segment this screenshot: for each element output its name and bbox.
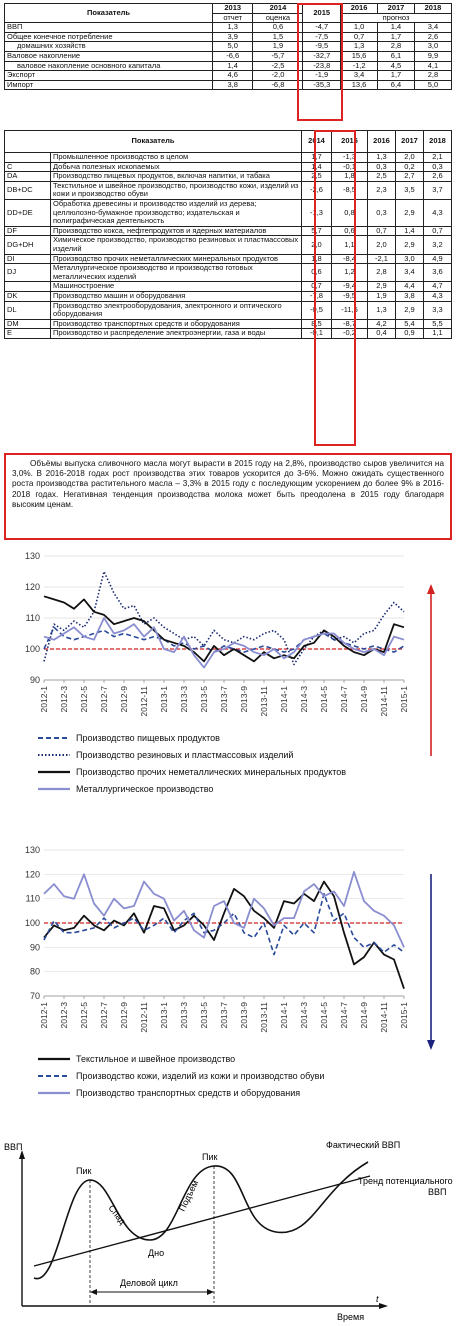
cell-value: -6,8	[253, 80, 303, 90]
cell-value: 3,4	[396, 264, 424, 282]
cell-value: 3,7	[424, 181, 452, 199]
cell-value: -1,2	[341, 61, 378, 71]
table-row	[5, 23, 452, 33]
cell-value: 4,5	[378, 61, 415, 71]
row-code: E	[5, 329, 51, 339]
row-label: Текстильное и швейное производство, производство кожи, изделий из кожи и производство обуви	[51, 181, 302, 199]
cell-value: 2,5	[302, 172, 332, 182]
chart-growing-industries	[0, 546, 460, 820]
row-label: Машиностроение	[51, 282, 302, 292]
x-tick-label: 2013-9	[239, 1002, 249, 1029]
y-tick-label: 130	[24, 551, 40, 561]
cell-value: 2,1	[424, 153, 452, 163]
cell-value: 2,8	[414, 71, 451, 81]
row-code: DF	[5, 226, 51, 236]
y-tick-label: 80	[29, 966, 40, 977]
legend-label: Металлургическое производство	[76, 784, 214, 794]
cell-value: -0,2	[332, 329, 368, 339]
cell-value: 13,6	[341, 80, 378, 90]
row-code: DA	[5, 172, 51, 182]
cell-value: 0,7	[341, 32, 378, 42]
row-label: Производство транспортных средств и оборудования	[51, 319, 302, 329]
row-label: Добыча полезных ископаемых	[51, 162, 302, 172]
x-tick-label: 2012-5	[79, 686, 89, 713]
bottom-label: Дно	[148, 1248, 165, 1258]
legend-label: Производство пищевых продуктов	[76, 733, 220, 743]
cell-value: 1,7	[378, 32, 415, 42]
header-2015: 2015	[303, 4, 341, 23]
cell-value: 8,5	[302, 319, 332, 329]
cell-value: -1,3	[302, 199, 332, 226]
cell-value: -8,4	[332, 254, 368, 264]
row-label: Производство машин и оборудования	[51, 291, 302, 301]
cell-value: 2,0	[368, 236, 396, 254]
cell-value: 5,0	[213, 42, 253, 52]
y-tick-label: 110	[25, 893, 40, 904]
legend-label: Производство прочих неметаллических минеральных продуктов	[76, 767, 347, 777]
cell-value: -2,0	[253, 71, 303, 81]
x-tick-label: 2014-11	[379, 686, 389, 717]
trend-gdp-label-2: ВВП	[428, 1187, 447, 1197]
legend-label: Производство транспортных средств и оборудования	[76, 1088, 301, 1098]
dairy-note: Объёмы выпуска сливочного масла могут вырасти в 2015 году на 2,8%, производство сыров увеличится на 3,0%. В 2016-2018 годах рост производства этих товаров ускорится до 3-6%. Можно ожидать существенного роста производства растительного масла – 3,3% в 2015 году с последующим ускорением до более 9% в 2016-2018 годах. Негативная тенденция производства молока может быть преодолена в 2015 году благодаря высоким ценам.	[4, 453, 452, 540]
header-2014: 2014	[253, 4, 303, 14]
row-label: Промышленное производство в целом	[51, 153, 302, 163]
cell-value: 3,8	[396, 291, 424, 301]
x-tick-label: 2012-3	[59, 686, 69, 713]
x-tick-label: 2013-11	[259, 686, 269, 717]
cell-value: 1,7	[378, 71, 415, 81]
cell-value: 1,1	[332, 236, 368, 254]
table-row	[5, 264, 452, 282]
cell-value: 2,7	[396, 172, 424, 182]
row-label: домашних хозяйств	[5, 42, 213, 52]
cell-value: 4,7	[424, 282, 452, 292]
cell-value: 0,9	[396, 329, 424, 339]
cell-value: 5,0	[414, 80, 451, 90]
row-code: DJ	[5, 264, 51, 282]
row-code: C	[5, 162, 51, 172]
x-tick-label: 2012-11	[139, 686, 149, 717]
y-tick-label: 100	[24, 644, 40, 654]
cell-value: 1,4	[302, 162, 332, 172]
t2-header-2014: 2014	[302, 131, 332, 153]
trend-down-arrowhead	[427, 1040, 435, 1050]
cell-value: 3,0	[396, 254, 424, 264]
y-tick-label: 90	[29, 942, 40, 953]
cell-value: 1,3	[368, 301, 396, 319]
cell-value: 0,7	[302, 282, 332, 292]
cell-value: 2,0	[396, 153, 424, 163]
y-tick-label: 120	[24, 869, 40, 880]
series-line-2	[44, 596, 404, 661]
table-row	[5, 329, 452, 339]
cell-value: 1,8	[302, 254, 332, 264]
business-cycle-diagram	[0, 1128, 460, 1326]
cell-value: 2,5	[368, 172, 396, 182]
y-tick-label: 120	[24, 582, 40, 592]
x-axis-label: Время	[337, 1312, 365, 1322]
cell-value: 1,4	[378, 23, 415, 33]
x-tick-label: 2014-11	[379, 1002, 389, 1033]
t2-header-2017: 2017	[396, 131, 424, 153]
cell-value: 6,4	[378, 80, 415, 90]
subheader-estimate: оценка	[253, 13, 303, 23]
x-tick-label: 2013-3	[179, 686, 189, 713]
cell-value: 3,9	[213, 32, 253, 42]
row-label: валовое накопление основного капитала	[5, 61, 213, 71]
cell-value: -4,7	[303, 23, 341, 33]
cell-value: 1,9	[368, 291, 396, 301]
cell-value: 1,1	[424, 329, 452, 339]
cell-value: 2,3	[368, 181, 396, 199]
cell-value: 3,2	[424, 236, 452, 254]
row-code: DK	[5, 291, 51, 301]
cell-value: 4,9	[424, 254, 452, 264]
row-code: DM	[5, 319, 51, 329]
x-tick-label: 2014-7	[339, 686, 349, 713]
cell-value: -0,1	[332, 162, 368, 172]
x-axis-arrow	[379, 1303, 388, 1309]
cell-value: -9,5	[303, 42, 341, 52]
row-code: DG+DH	[5, 236, 51, 254]
t2-header-2018: 2018	[424, 131, 452, 153]
cell-value: 2,0	[302, 236, 332, 254]
cell-value: 3,6	[424, 264, 452, 282]
cell-value: -35,3	[303, 80, 341, 90]
subheader-forecast: прогноз	[341, 13, 452, 23]
cell-value: 3,4	[341, 71, 378, 81]
y-tick-label: 70	[29, 991, 40, 1001]
cell-value: 0,7	[368, 226, 396, 236]
cell-value: 4,4	[396, 282, 424, 292]
cell-value: 1,0	[341, 23, 378, 33]
cell-value: -23,8	[303, 61, 341, 71]
table-row	[5, 282, 452, 292]
row-code: DI	[5, 254, 51, 264]
y-axis-label: ВВП	[4, 1142, 23, 1152]
cell-value: 5,4	[396, 319, 424, 329]
cell-value: 2,8	[378, 42, 415, 52]
cell-value: 0,6	[302, 264, 332, 282]
x-tick-label: 2015-1	[399, 686, 409, 713]
cell-value: 15,6	[341, 51, 378, 61]
cell-value: 5,5	[424, 319, 452, 329]
x-tick-label: 2013-3	[179, 1002, 189, 1029]
cell-value: 1,5	[253, 32, 303, 42]
cell-value: -11,5	[332, 301, 368, 319]
x-tick-label: 2012-9	[119, 686, 129, 713]
x-tick-label: 2014-7	[339, 1002, 349, 1029]
x-tick-label: 2013-1	[159, 1002, 169, 1029]
cell-value: 1,7	[302, 153, 332, 163]
x-tick-label: 2014-9	[359, 686, 369, 713]
series-line-2	[44, 872, 404, 947]
cell-value: -7,8	[302, 291, 332, 301]
header-2017: 2017	[378, 4, 415, 14]
t2-header-2016: 2016	[368, 131, 396, 153]
cell-value: 1,9	[253, 42, 303, 52]
row-label: Производство электрооборудования, электронного и оптического оборудования	[51, 301, 302, 319]
cell-value: 9,9	[414, 51, 451, 61]
cell-value: 1,2	[332, 264, 368, 282]
x-tick-label: 2014-3	[299, 1002, 309, 1029]
cell-value: -1,3	[332, 153, 368, 163]
cell-value: 2,9	[396, 301, 424, 319]
table-row	[5, 71, 452, 81]
business-cycle-label: Деловой цикл	[120, 1278, 178, 1288]
legend-label: Производство резиновых и пластмассовых изделий	[76, 750, 294, 760]
trend-up-arrowhead	[427, 584, 435, 594]
cell-value: -8,5	[332, 181, 368, 199]
cell-value: 1,3	[368, 153, 396, 163]
recession-label: Спад	[106, 1203, 128, 1227]
actual-gdp-curve	[34, 1162, 368, 1279]
cell-value: 4,2	[368, 319, 396, 329]
x-tick-label: 2013-9	[239, 686, 249, 713]
cell-value: 2,6	[424, 172, 452, 182]
cell-value: -2,1	[368, 254, 396, 264]
cell-value: 4,1	[414, 61, 451, 71]
row-label: Производство кокса, нефтепродуктов и ядерных материалов	[51, 226, 302, 236]
x-tick-label: 2013-5	[199, 686, 209, 713]
table-row	[5, 301, 452, 319]
table-row	[5, 153, 452, 163]
cell-value: 1,3	[213, 23, 253, 33]
recovery-label: Подъем	[176, 1178, 201, 1213]
table-row	[5, 199, 452, 226]
cell-value: 1,3	[341, 42, 378, 52]
row-label: Валовое накопление	[5, 51, 213, 61]
x-tick-label: 2012-3	[59, 1002, 69, 1029]
row-label: Производство прочих неметаллических минеральных продуктов	[51, 254, 302, 264]
peak1-label: Пик	[76, 1166, 92, 1176]
x-tick-label: 2015-1	[399, 1002, 409, 1029]
cell-value: -7,5	[303, 32, 341, 42]
header-2013: 2013	[213, 4, 253, 14]
cell-value: 3,8	[213, 80, 253, 90]
cell-value: -6,6	[213, 51, 253, 61]
cell-value: -0,5	[302, 301, 332, 319]
cell-value: 2,8	[368, 264, 396, 282]
cell-value: 4,6	[213, 71, 253, 81]
row-label: Общее конечное потребление	[5, 32, 213, 42]
cell-value: 0,7	[424, 226, 452, 236]
row-label: Химическое производство, производство резиновых и пластмассовых изделий	[51, 236, 302, 254]
row-label: Импорт	[5, 80, 213, 90]
cell-value: -1,9	[303, 71, 341, 81]
x-tick-label: 2014-1	[279, 1002, 289, 1029]
y-tick-label: 110	[25, 613, 40, 623]
x-tick-label: 2012-1	[39, 1002, 49, 1029]
header-2016: 2016	[341, 4, 378, 14]
cell-value: -2,5	[253, 61, 303, 71]
table-row	[5, 172, 452, 182]
x-tick-label: 2014-3	[299, 686, 309, 713]
cell-value: 2,9	[396, 236, 424, 254]
t2-header-2015: 2015	[332, 131, 368, 153]
cell-value: 5,7	[302, 226, 332, 236]
row-label: Обработка древесины и производство изделий из дерева; целлюлозно-бумажное производство; издательская и полиграфическая деятельность	[51, 199, 302, 226]
x-tick-label: 2013-1	[159, 686, 169, 713]
cell-value: -8,7	[332, 319, 368, 329]
row-code: DL	[5, 301, 51, 319]
t-label: t	[376, 1294, 379, 1304]
row-code	[5, 153, 51, 163]
table-row	[5, 236, 452, 254]
row-code	[5, 282, 51, 292]
table-row	[5, 80, 452, 90]
legend-label: Текстильное и швейное производство	[76, 1054, 236, 1064]
cycle-arrow-left	[90, 1289, 97, 1295]
y-tick-label: 100	[24, 918, 40, 928]
legend-label: Производство кожи, изделий из кожи и производство обуви	[76, 1071, 325, 1081]
trend-gdp-label-1: Тренд потенциального	[358, 1176, 453, 1186]
x-tick-label: 2012-7	[99, 686, 109, 713]
cell-value: -9,5	[332, 291, 368, 301]
cell-value: 0,6	[332, 226, 368, 236]
series-line-0	[44, 882, 404, 989]
row-code: DB+DC	[5, 181, 51, 199]
cell-value: 0,2	[396, 162, 424, 172]
chart-declining-industries	[0, 820, 460, 1128]
cell-value: 2,9	[368, 282, 396, 292]
cell-value: 0,3	[424, 162, 452, 172]
cell-value: 2,9	[396, 199, 424, 226]
x-tick-label: 2014-1	[279, 686, 289, 713]
cell-value: 0,3	[368, 162, 396, 172]
cell-value: -9,4	[332, 282, 368, 292]
x-tick-label: 2013-7	[219, 686, 229, 713]
cell-value: 3,5	[396, 181, 424, 199]
subheader-report: отчет	[213, 13, 253, 23]
cell-value: 1,4	[396, 226, 424, 236]
cell-value: 0,8	[332, 199, 368, 226]
cell-value: 4,3	[424, 199, 452, 226]
cell-value: 0,3	[368, 199, 396, 226]
cell-value: 0,4	[368, 329, 396, 339]
cycle-arrow-right	[207, 1289, 214, 1295]
row-label: Производство пищевых продуктов, включая напитки, и табака	[51, 172, 302, 182]
cell-value: 4,3	[424, 291, 452, 301]
cell-value: 2,6	[414, 32, 451, 42]
x-tick-label: 2014-5	[319, 686, 329, 713]
row-code: DD+DE	[5, 199, 51, 226]
cell-value: -32,7	[303, 51, 341, 61]
y-tick-label: 90	[29, 675, 40, 685]
x-tick-label: 2012-7	[99, 1002, 109, 1029]
y-tick-label: 130	[24, 845, 40, 855]
actual-gdp-label: Фактический ВВП	[326, 1140, 401, 1150]
cell-value: 1,8	[332, 172, 368, 182]
row-label: Металлургическое производство и производство готовых металлических изделий	[51, 264, 302, 282]
x-tick-label: 2012-5	[79, 1002, 89, 1029]
x-tick-label: 2013-11	[259, 1002, 269, 1033]
macro-forecast-table	[4, 3, 452, 90]
x-tick-label: 2013-7	[219, 1002, 229, 1029]
cell-value: -2,6	[302, 181, 332, 199]
header-2018: 2018	[414, 4, 451, 14]
row-label: ВВП	[5, 23, 213, 33]
row-label: Экспорт	[5, 71, 213, 81]
industry-forecast-table	[4, 130, 452, 339]
cell-value: 3,0	[414, 42, 451, 52]
cell-value: -0,1	[302, 329, 332, 339]
table-row	[5, 181, 452, 199]
cell-value: 6,1	[378, 51, 415, 61]
x-tick-label: 2014-5	[319, 1002, 329, 1029]
table-row	[5, 51, 452, 61]
cell-value: 0,6	[253, 23, 303, 33]
header-indicator: Показатель	[5, 4, 213, 23]
row-label: Производство и распределение электроэнергии, газа и воды	[51, 329, 302, 339]
x-tick-label: 2012-9	[119, 1002, 129, 1029]
x-tick-label: 2012-1	[39, 686, 49, 713]
series-line-3	[44, 618, 404, 668]
table-row	[5, 291, 452, 301]
x-tick-label: 2014-9	[359, 1002, 369, 1029]
t2-header-indicator: Показатель	[5, 131, 302, 153]
cell-value: 3,3	[424, 301, 452, 319]
cell-value: -5,7	[253, 51, 303, 61]
cell-value: 1,4	[213, 61, 253, 71]
cell-value: 3,4	[414, 23, 451, 33]
peak2-label: Пик	[202, 1152, 218, 1162]
trend-line	[34, 1176, 370, 1266]
x-tick-label: 2013-5	[199, 1002, 209, 1029]
x-tick-label: 2012-11	[139, 1002, 149, 1033]
